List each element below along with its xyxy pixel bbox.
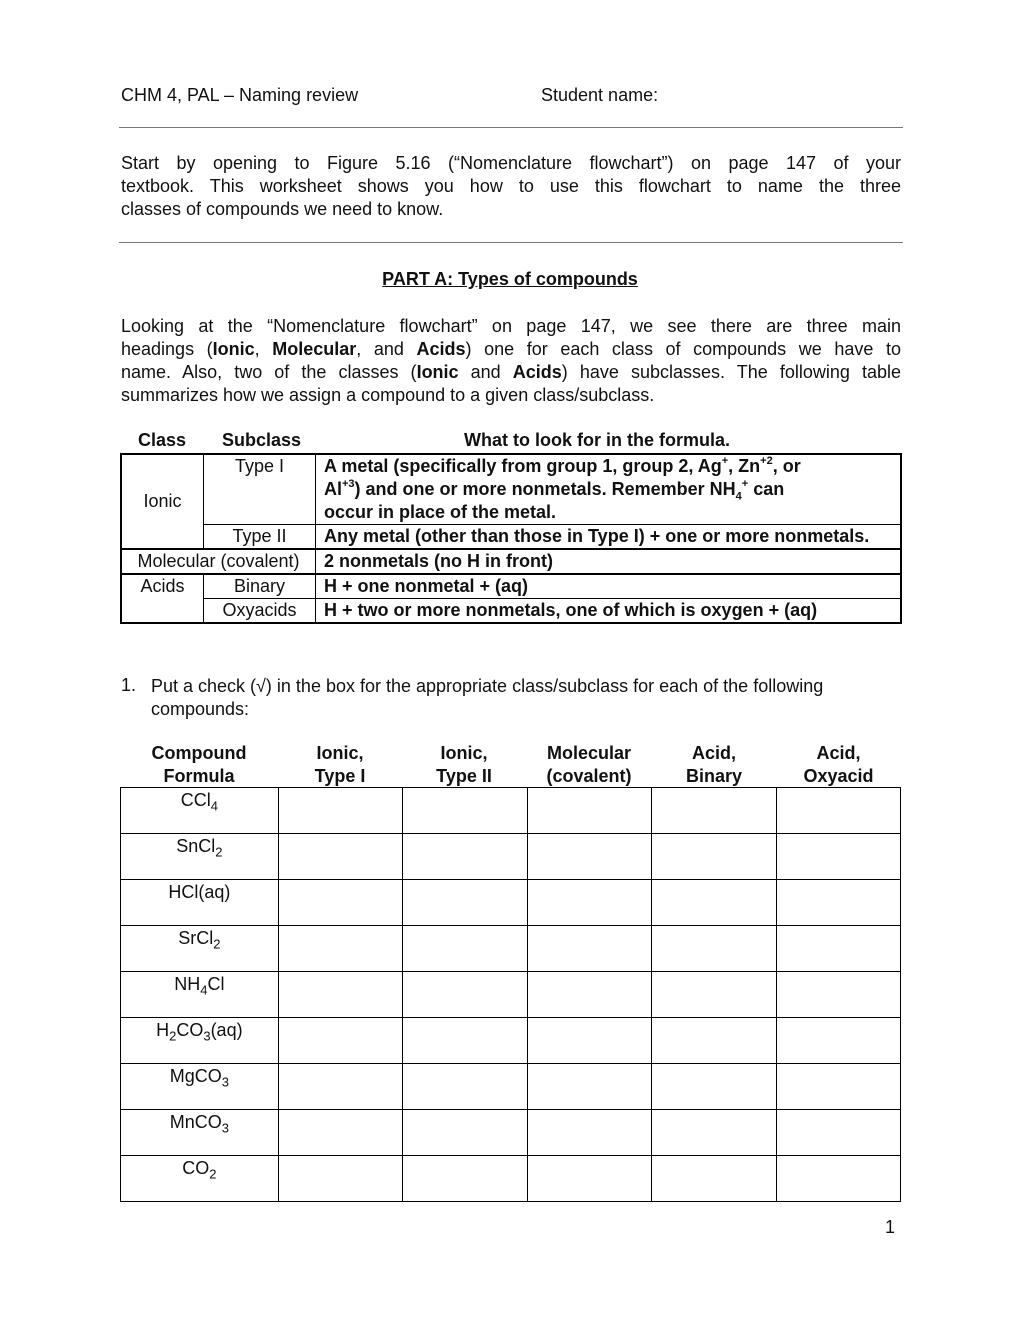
paragraph-line: Looking at the “Nomenclature flowchart” on page 147, we see there are three main bbox=[121, 316, 901, 336]
check-box[interactable] bbox=[652, 1064, 776, 1110]
check-box[interactable] bbox=[776, 834, 901, 880]
class-molecular: Molecular (covalent) bbox=[121, 549, 316, 574]
check-table bbox=[120, 787, 901, 1202]
check-box[interactable] bbox=[403, 880, 527, 926]
check-box[interactable] bbox=[527, 880, 651, 926]
header-class: Class bbox=[138, 430, 187, 450]
compound-formula: MnCO$_3$ bbox=[121, 1110, 279, 1156]
compound-formula: MgCO$_3$ bbox=[121, 1064, 279, 1110]
check-box[interactable] bbox=[278, 788, 402, 834]
check-box[interactable] bbox=[527, 834, 651, 880]
check-box[interactable] bbox=[776, 1156, 901, 1202]
check-box[interactable] bbox=[776, 926, 901, 972]
check-box[interactable] bbox=[527, 926, 651, 972]
intro-paragraph bbox=[121, 152, 901, 221]
table-row bbox=[121, 525, 901, 550]
class-ionic: Ionic bbox=[121, 454, 204, 549]
col-header-ionic-type-i: Ionic, Type I bbox=[314, 743, 366, 786]
col-header-ionic-type-ii: Ionic, Type II bbox=[436, 743, 492, 786]
check-box[interactable] bbox=[527, 1156, 651, 1202]
check-box[interactable] bbox=[776, 1064, 901, 1110]
table-row bbox=[121, 788, 901, 834]
subclass-oxyacids: Oxyacids bbox=[204, 599, 316, 624]
type-i-description: A metal (specifically from group 1, group 2, Ag+, $Zn^{+2}$, or $Al^{+3}$) and one or more nonmetals. Remember $NH_4^+$ can occur in place of the metal. bbox=[316, 454, 902, 525]
check-box[interactable] bbox=[652, 1156, 776, 1202]
table-row bbox=[121, 1110, 901, 1156]
intro-line: textbook. This worksheet shows you how to use this flowchart to name the three bbox=[121, 176, 901, 196]
check-box[interactable] bbox=[652, 788, 776, 834]
check-box[interactable] bbox=[776, 1110, 901, 1156]
col-header-acid-binary: Acid, Binary bbox=[685, 743, 743, 786]
table-row bbox=[121, 972, 901, 1018]
check-box[interactable] bbox=[278, 1018, 402, 1064]
class-table bbox=[120, 453, 902, 624]
type-ii-description: Any metal (other than those in Type I) + one or more nonmetals. bbox=[316, 525, 902, 550]
header-subclass: Subclass bbox=[222, 430, 302, 450]
check-box[interactable] bbox=[278, 880, 402, 926]
intro-line: Start by opening to Figure 5.16 (“Nomenclature flowchart”) on page 147 of your bbox=[121, 153, 901, 173]
check-box[interactable] bbox=[652, 972, 776, 1018]
table-row bbox=[121, 454, 901, 525]
class-acids: Acids bbox=[121, 574, 204, 623]
check-box[interactable] bbox=[527, 1064, 651, 1110]
check-box[interactable] bbox=[403, 926, 527, 972]
check-box[interactable] bbox=[278, 1110, 402, 1156]
divider bbox=[119, 242, 903, 243]
check-box[interactable] bbox=[278, 926, 402, 972]
table-row bbox=[121, 834, 901, 880]
col-header-molecular: Molecular (covalent) bbox=[546, 743, 632, 786]
header-what: What to look for in the formula. bbox=[464, 430, 730, 450]
table-row bbox=[121, 599, 901, 624]
table-row bbox=[121, 1018, 901, 1064]
question-text: Put a check (√) in the box for the appropriate class/subclass for each of the following compounds: bbox=[151, 676, 824, 719]
intro-line: classes of compounds we need to know. bbox=[121, 199, 444, 219]
check-box[interactable] bbox=[403, 1156, 527, 1202]
compound-formula: SrCl$_2$ bbox=[121, 926, 279, 972]
check-box[interactable] bbox=[652, 1110, 776, 1156]
divider bbox=[119, 127, 903, 128]
col-header-acid-oxyacid: Acid, Oxyacid bbox=[803, 743, 874, 786]
paragraph-line: summarizes how we assign a compound to a given class/subclass. bbox=[121, 385, 655, 405]
check-box[interactable] bbox=[403, 1110, 527, 1156]
compound-formula: CCl$_4$ bbox=[121, 788, 279, 834]
check-box[interactable] bbox=[776, 788, 901, 834]
check-box[interactable] bbox=[776, 880, 901, 926]
page-number: 1 bbox=[885, 1217, 896, 1237]
check-box[interactable] bbox=[278, 972, 402, 1018]
course-title: CHM 4, PAL – Naming review bbox=[121, 85, 359, 105]
molecular-description: 2 nonmetals (no H in front) bbox=[316, 549, 902, 574]
table-row bbox=[121, 574, 901, 599]
check-box[interactable] bbox=[776, 1018, 901, 1064]
table-row bbox=[121, 1156, 901, 1202]
subclass-type-ii: Type II bbox=[204, 525, 316, 550]
check-box[interactable] bbox=[652, 926, 776, 972]
compound-formula: $CO_2$ bbox=[121, 1156, 279, 1202]
check-box[interactable] bbox=[403, 1064, 527, 1110]
check-box[interactable] bbox=[278, 1156, 402, 1202]
check-box[interactable] bbox=[652, 880, 776, 926]
paragraph-line: headings (Ionic, Molecular, and Acids) one for each class of compounds we have to bbox=[121, 339, 901, 359]
subclass-type-i: Type I bbox=[204, 454, 316, 525]
check-box[interactable] bbox=[403, 834, 527, 880]
compound-formula: SnCl$_2$ bbox=[121, 834, 279, 880]
check-box[interactable] bbox=[403, 788, 527, 834]
table-row bbox=[121, 880, 901, 926]
check-box[interactable] bbox=[776, 972, 901, 1018]
paragraph-line: name. Also, two of the classes (Ionic and Acids) have subclasses. The following table bbox=[121, 362, 901, 382]
col-header-compound: Compound Formula bbox=[151, 743, 247, 786]
student-name-label: Student name: bbox=[541, 85, 659, 105]
compound-formula: $NH_4Cl$ bbox=[121, 972, 279, 1018]
check-box[interactable] bbox=[652, 834, 776, 880]
check-box[interactable] bbox=[278, 1064, 402, 1110]
check-box[interactable] bbox=[527, 788, 651, 834]
check-box[interactable] bbox=[527, 972, 651, 1018]
check-box[interactable] bbox=[527, 1110, 651, 1156]
compound-formula: HCl(aq) bbox=[121, 880, 279, 926]
section-title: PART A: Types of compounds bbox=[382, 269, 638, 289]
check-box[interactable] bbox=[278, 834, 402, 880]
check-box[interactable] bbox=[403, 1018, 527, 1064]
subclass-binary: Binary bbox=[204, 574, 316, 599]
table-row bbox=[121, 926, 901, 972]
compound-formula: $H_2CO_3(aq)$ bbox=[121, 1018, 279, 1064]
table-row bbox=[121, 549, 901, 574]
table-row bbox=[121, 1064, 901, 1110]
check-box[interactable] bbox=[652, 1018, 776, 1064]
question-number: 1. bbox=[121, 675, 137, 695]
binary-description: H + one nonmetal + (aq) bbox=[316, 574, 902, 599]
oxyacids-description: H + two or more nonmetals, one of which is oxygen + (aq) bbox=[316, 599, 902, 624]
part-a-paragraph bbox=[121, 315, 901, 407]
check-box[interactable] bbox=[527, 1018, 651, 1064]
check-box[interactable] bbox=[403, 972, 527, 1018]
